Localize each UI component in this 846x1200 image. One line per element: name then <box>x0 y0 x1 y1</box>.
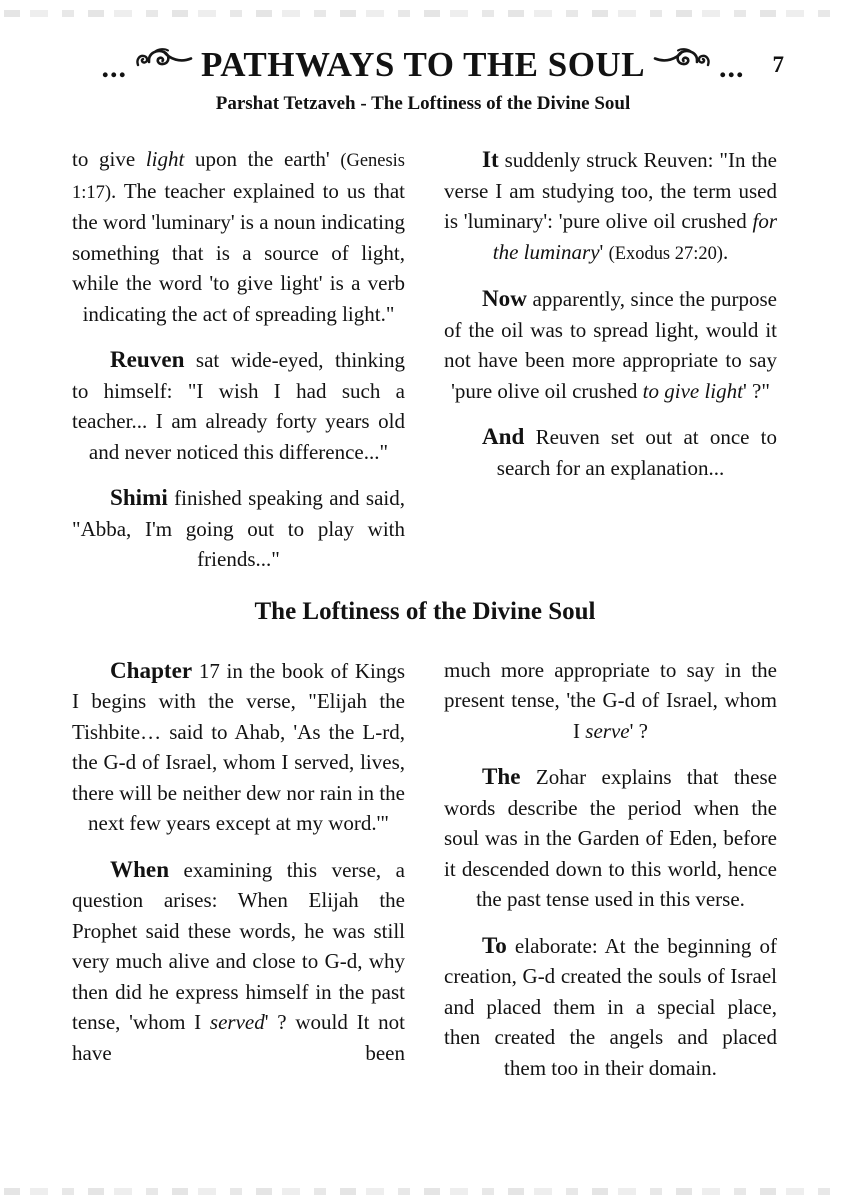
story-right-column <box>444 144 777 575</box>
paragraph <box>444 655 777 747</box>
text-segment: 17 in the book of Kings I begins with the verse, "Elijah the Tishbite… said to Ahab, 'As the L-rd, the G-d of Israel, whom I served, lives, there will be neither dew nor rain in the next few years except at my word.'" <box>72 658 405 835</box>
text-segment: ' ? <box>629 718 648 743</box>
page-number: 7 <box>772 52 784 77</box>
text-segment: upon the earth' <box>184 147 341 171</box>
emphasis-text: for the luminary <box>492 209 777 264</box>
text-segment: to give <box>72 147 146 171</box>
ornament-dots-left: ... <box>101 51 127 84</box>
lead-word: Shimi <box>110 484 168 510</box>
text-segment: Reuven set out at once to search for an explanation... <box>496 425 777 480</box>
text-segment: much more appropriate to say in the present tense, 'the G-d of Israel, whom I <box>444 657 777 743</box>
text-segment: ' ?" <box>742 378 770 403</box>
text-segment: suddenly struck Reuven: "In the verse I am studying too, the term used is 'luminary': 'pure olive oil crushed <box>444 148 777 233</box>
paragraph <box>72 344 405 467</box>
emphasis-text: to give light <box>642 378 743 403</box>
text-segment: . The teacher explained to us that the word 'luminary' is a noun indicating something that is a source of light, while the word 'to give light' is a verb indicating the act of spreading light." <box>72 178 406 326</box>
emphasis-text: served <box>209 1010 265 1034</box>
paragraph <box>444 144 777 268</box>
text-segment: finished speaking and said, "Abba, I'm going out to play with friends..." <box>72 486 405 571</box>
lead-word: Reuven <box>110 346 185 372</box>
paragraph <box>72 482 405 575</box>
paragraph <box>72 655 405 839</box>
verse-reference: (Genesis 1:17) <box>72 150 405 202</box>
text-segment: ' ? would It not have been <box>72 1010 405 1065</box>
flourish-left-icon <box>135 48 193 79</box>
paragraph <box>72 854 405 1069</box>
text-segment: Zohar explains that these words describe the period when the soul was in the Garden of Eden, before it descended down to this world, hence the past tense used in this verse. <box>444 765 777 911</box>
page-title: PATHWAYS TO THE SOUL <box>200 44 646 84</box>
emphasis-text: serve <box>585 718 630 743</box>
page-subtitle: Parshat Tetzaveh - The Loftiness of the Divine Soul <box>215 93 631 114</box>
essay-right-column <box>444 655 777 1084</box>
paragraph <box>444 761 777 915</box>
section-heading: The Loftiness of the Divine Soul <box>254 597 596 625</box>
lead-word: The <box>482 763 521 789</box>
text-segment: apparently, since the purpose of the oil was to spread light, would it not have been more appropriate to say 'pure olive oil crushed <box>444 287 777 403</box>
text-segment: ' <box>599 239 609 264</box>
lead-word: To <box>482 931 507 958</box>
story-left-column <box>72 144 405 575</box>
flourish-right-icon <box>653 48 711 79</box>
lead-word: When <box>110 855 170 882</box>
essay-left-column <box>72 655 405 1084</box>
lead-word: Chapter <box>110 656 193 683</box>
essay-section <box>72 655 778 1084</box>
paragraph <box>444 421 777 483</box>
paragraph <box>72 144 405 329</box>
page-header <box>0 0 846 115</box>
text-segment: . <box>722 239 729 264</box>
text-segment: sat wide-eyed, thinking to himself: "I wish I had such a teacher... I am already forty years old and never noticed this difference..." <box>72 348 405 464</box>
ornament-dots-right: ... <box>719 51 745 84</box>
story-section <box>72 144 778 575</box>
lead-word: Now <box>482 285 527 311</box>
text-segment: examining this verse, a question arises: When Elijah the Prophet said these words, he was still very much alive and close to G-d, why then did he express himself in the past tense, 'whom I <box>72 857 405 1034</box>
text-segment: elaborate: At the beginning of creation, G-d created the souls of Israel and placed them in a special place, then created the angels and placed them too in their domain. <box>444 933 777 1080</box>
paragraph <box>444 283 777 406</box>
lead-word: It <box>482 146 499 172</box>
scan-noise-bottom <box>4 1188 842 1195</box>
verse-reference: (Exodus 27:20) <box>608 242 723 263</box>
emphasis-text: light <box>145 147 185 171</box>
lead-word: And <box>482 423 525 449</box>
title-row <box>0 40 846 86</box>
paragraph <box>444 930 777 1084</box>
page-body <box>0 144 846 1083</box>
